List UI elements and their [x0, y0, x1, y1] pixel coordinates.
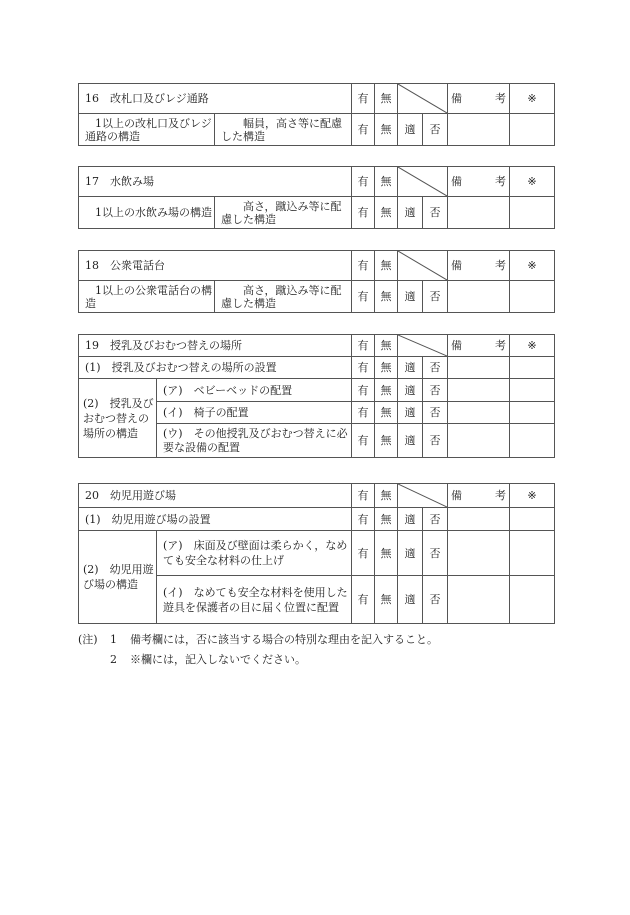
item-group-label: (2) 幼児用遊び場の構造 [79, 531, 157, 624]
remarks-cell[interactable] [448, 379, 510, 402]
remarks-cell[interactable] [448, 576, 510, 624]
remarks-header: 備 考 [448, 167, 510, 197]
ng-cell[interactable]: 否 [423, 576, 448, 624]
yes-cell[interactable]: 有 [352, 197, 375, 229]
note-number: 2 [110, 653, 117, 666]
mark-cell [510, 402, 555, 424]
mark-cell [510, 508, 555, 531]
diagonal-cell [398, 335, 448, 357]
subitem-label: (ア) 床面及び壁面は柔らかく，なめても安全な材料の仕上げ [157, 531, 352, 576]
ng-cell[interactable]: 否 [423, 508, 448, 531]
ok-cell[interactable]: 適 [398, 281, 423, 313]
ok-cell[interactable]: 適 [398, 357, 423, 379]
no-header: 無 [375, 167, 398, 197]
mark-cell [510, 197, 555, 229]
ok-cell[interactable]: 適 [398, 576, 423, 624]
ng-cell[interactable]: 否 [423, 281, 448, 313]
ng-cell[interactable]: 否 [423, 114, 448, 146]
yes-header: 有 [352, 251, 375, 281]
remarks-header: 備 考 [448, 484, 510, 508]
mark-header: ※ [510, 484, 555, 508]
ok-cell[interactable]: 適 [398, 424, 423, 458]
note-number: 1 [110, 633, 117, 646]
no-cell[interactable]: 無 [375, 281, 398, 313]
mark-header: ※ [510, 251, 555, 281]
yes-cell[interactable]: 有 [352, 379, 375, 402]
remarks-cell[interactable] [448, 402, 510, 424]
ng-cell[interactable]: 否 [423, 402, 448, 424]
mark-cell [510, 424, 555, 458]
section-19-table [78, 334, 555, 458]
yes-header: 有 [352, 484, 375, 508]
diagonal-cell [398, 484, 448, 508]
mark-header: ※ [510, 84, 555, 114]
mark-cell [510, 379, 555, 402]
no-header: 無 [375, 484, 398, 508]
section-17-table [78, 166, 555, 229]
subitem-label: (ウ) その他授乳及びおむつ替えに必要な設備の配置 [157, 424, 352, 458]
mark-header: ※ [510, 167, 555, 197]
no-header: 無 [375, 335, 398, 357]
ok-cell[interactable]: 適 [398, 379, 423, 402]
ng-cell[interactable]: 否 [423, 357, 448, 379]
yes-cell[interactable]: 有 [352, 531, 375, 576]
no-cell[interactable]: 無 [375, 402, 398, 424]
item-label: (1) 授乳及びおむつ替えの場所の設置 [79, 357, 352, 379]
section-16-title: 16 改札口及びレジ通路 [79, 84, 352, 114]
section-20-title: 20 幼児用遊び場 [79, 484, 352, 508]
mark-header: ※ [510, 335, 555, 357]
ok-cell[interactable]: 適 [398, 402, 423, 424]
ok-cell[interactable]: 適 [398, 197, 423, 229]
subitem-label: (イ) 椅子の配置 [157, 402, 352, 424]
yes-header: 有 [352, 167, 375, 197]
remarks-cell[interactable] [448, 508, 510, 531]
note-text: 備考欄には，否に該当する場合の特別な理由を記入すること。 [130, 633, 438, 646]
notes-label: (注) [78, 633, 98, 646]
yes-cell[interactable]: 有 [352, 576, 375, 624]
section-16-table [78, 83, 555, 146]
diagonal-cell [398, 251, 448, 281]
ng-cell[interactable]: 否 [423, 531, 448, 576]
section-19-title: 19 授乳及びおむつ替えの場所 [79, 335, 352, 357]
note-text: ※欄には，記入しないでください。 [130, 653, 306, 666]
mark-cell [510, 357, 555, 379]
item-detail: 高さ，蹴込み等に配慮した構造 [215, 197, 352, 229]
remarks-header: 備 考 [448, 251, 510, 281]
mark-cell [510, 281, 555, 313]
no-cell[interactable]: 無 [375, 197, 398, 229]
mark-cell [510, 531, 555, 576]
no-cell[interactable]: 無 [375, 576, 398, 624]
no-header: 無 [375, 251, 398, 281]
yes-cell[interactable]: 有 [352, 402, 375, 424]
yes-cell[interactable]: 有 [352, 357, 375, 379]
remarks-cell[interactable] [448, 424, 510, 458]
ng-cell[interactable]: 否 [423, 379, 448, 402]
item-detail: 幅員，高さ等に配慮した構造 [215, 114, 352, 146]
ok-cell[interactable]: 適 [398, 114, 423, 146]
no-cell[interactable]: 無 [375, 357, 398, 379]
yes-header: 有 [352, 335, 375, 357]
diagonal-cell [398, 167, 448, 197]
item-detail: 高さ，蹴込み等に配慮した構造 [215, 281, 352, 313]
ng-cell[interactable]: 否 [423, 424, 448, 458]
item-group-label: (2) 授乳及びおむつ替えの場所の構造 [79, 379, 157, 458]
mark-cell [510, 576, 555, 624]
no-cell[interactable]: 無 [375, 379, 398, 402]
no-cell[interactable]: 無 [375, 508, 398, 531]
ok-cell[interactable]: 適 [398, 508, 423, 531]
no-header: 無 [375, 84, 398, 114]
item-label: 1以上の公衆電話台の構造 [79, 281, 215, 313]
ng-cell[interactable]: 否 [423, 197, 448, 229]
note-1 [78, 630, 438, 650]
diagonal-cell [398, 84, 448, 114]
notes [78, 630, 438, 670]
section-20-table [78, 483, 555, 624]
remarks-cell[interactable] [448, 357, 510, 379]
yes-cell[interactable]: 有 [352, 508, 375, 531]
item-label: 1以上の水飲み場の構造 [79, 197, 215, 229]
remarks-cell[interactable] [448, 531, 510, 576]
section-17-title: 17 水飲み場 [79, 167, 352, 197]
no-cell[interactable]: 無 [375, 531, 398, 576]
section-18-title: 18 公衆電話台 [79, 251, 352, 281]
remarks-header: 備 考 [448, 335, 510, 357]
remarks-cell[interactable] [448, 114, 510, 146]
ok-cell[interactable]: 適 [398, 531, 423, 576]
item-label: (1) 幼児用遊び場の設置 [79, 508, 352, 531]
remarks-cell[interactable] [448, 197, 510, 229]
remarks-cell[interactable] [448, 281, 510, 313]
yes-cell[interactable]: 有 [352, 114, 375, 146]
yes-cell[interactable]: 有 [352, 424, 375, 458]
section-18-table [78, 250, 555, 313]
subitem-label: (ア) ベビーベッドの配置 [157, 379, 352, 402]
no-cell[interactable]: 無 [375, 114, 398, 146]
item-label: 1以上の改札口及びレジ通路の構造 [79, 114, 215, 146]
yes-cell[interactable]: 有 [352, 281, 375, 313]
remarks-header: 備 考 [448, 84, 510, 114]
yes-header: 有 [352, 84, 375, 114]
subitem-label: (イ) なめても安全な材料を使用した遊具を保護者の目に届く位置に配置 [157, 576, 352, 624]
no-cell[interactable]: 無 [375, 424, 398, 458]
note-2 [78, 650, 438, 670]
mark-cell [510, 114, 555, 146]
